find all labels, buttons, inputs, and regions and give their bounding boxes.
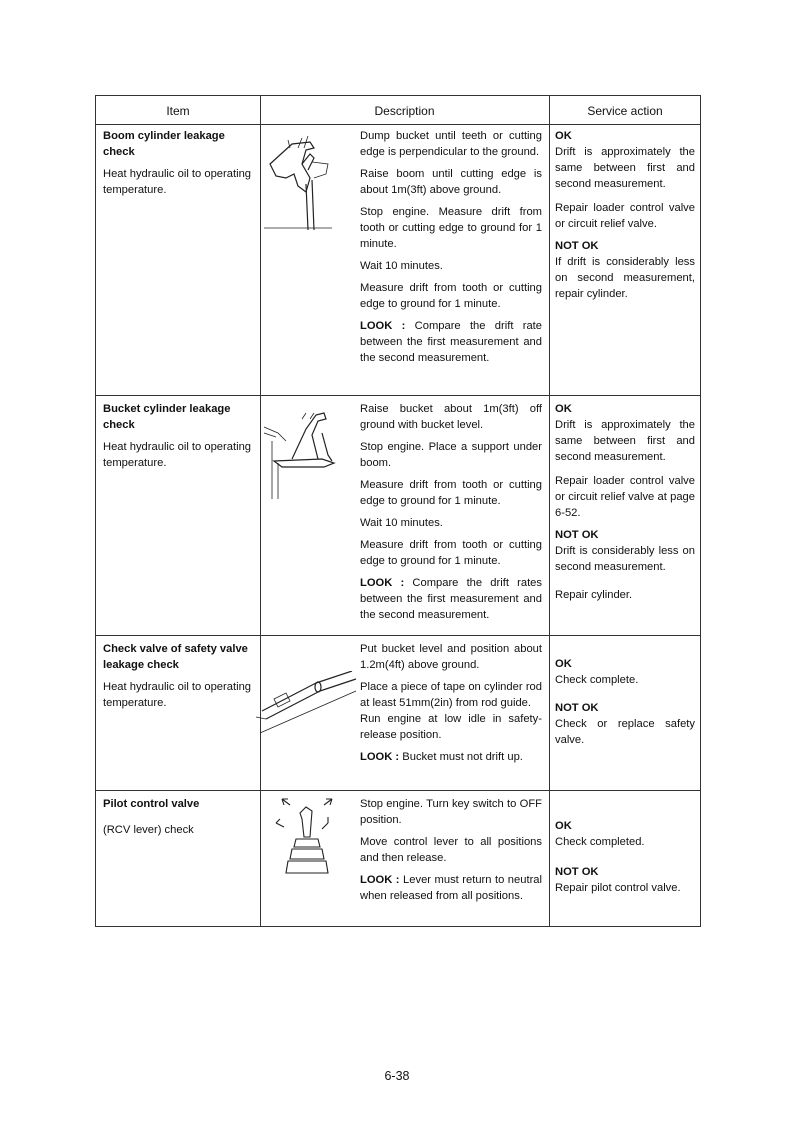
- notok-label: NOT OK: [555, 866, 599, 878]
- description-cell: [360, 796, 542, 910]
- look-text: Lever must return to neutral when released from all positions.: [360, 874, 543, 902]
- item-cell: [103, 128, 251, 204]
- page-number: 6-38: [384, 1069, 410, 1083]
- description-cell: [360, 641, 542, 771]
- header-description: Description: [374, 104, 435, 118]
- notok-label: NOT OK: [555, 529, 599, 541]
- joystick-illustration: [272, 793, 342, 883]
- item-title: Boom cylinder leakage check: [103, 130, 225, 158]
- ok-text: Check complete.: [555, 674, 639, 686]
- row-divider: [96, 790, 700, 791]
- description-step: Measure drift from tooth or cutting edge to ground for 1 minute.: [360, 479, 542, 507]
- ok-text: Drift is approximately the same between first and second measurement.: [555, 146, 695, 190]
- item-subtitle: Heat hydraulic oil to operating temperature.: [103, 441, 252, 469]
- ok-text: Check completed.: [555, 836, 645, 848]
- description-step: Stop engine. Place a support under boom.: [360, 441, 542, 469]
- ok-text: Drift is approximately the same between first and second measurement.: [555, 419, 695, 463]
- service-action-cell: [555, 656, 695, 754]
- description-cell: [360, 128, 542, 372]
- description-step: Move control lever to all positions and then release.: [360, 836, 542, 864]
- look-label: LOOK :: [360, 577, 405, 589]
- description-step: Place a piece of tape on cylinder rod at least 51mm(2in) from rod guide.: [360, 681, 542, 709]
- service-action-cell: [555, 128, 695, 308]
- look-label: LOOK :: [360, 320, 406, 332]
- bucket-illustration: [262, 411, 362, 501]
- description-step: Stop engine. Measure drift from tooth or cutting edge to ground for 1 minute.: [360, 206, 542, 250]
- ok-label: OK: [555, 820, 572, 832]
- service-table: [95, 95, 701, 927]
- description-step: Put bucket level and position about 1.2m(4ft) above ground.: [360, 643, 542, 671]
- column-divider: [260, 96, 261, 926]
- ok-action: Repair loader control valve or circuit relief valve at page 6-52.: [555, 475, 695, 519]
- item-subtitle: Heat hydraulic oil to operating temperature.: [103, 168, 252, 196]
- description-step: Raise boom until cutting edge is about 1m(3ft) above ground.: [360, 168, 542, 196]
- description-step: Stop engine. Turn key switch to OFF position.: [360, 798, 542, 826]
- notok-text: If drift is considerably less on second measurement, repair cylinder.: [555, 256, 695, 300]
- notok-text: Check or replace safety valve.: [555, 718, 695, 746]
- look-text: Compare the drift rate between the first measurement and the second measurement.: [360, 320, 543, 364]
- item-cell: [103, 641, 251, 717]
- service-action-cell: [555, 818, 695, 902]
- item-title: Bucket cylinder leakage check: [103, 403, 231, 431]
- ok-label: OK: [555, 658, 572, 670]
- item-cell: [103, 401, 251, 477]
- ok-action: Repair loader control valve or circuit relief valve.: [555, 202, 695, 230]
- description-step: Measure drift from tooth or cutting edge to ground for 1 minute.: [360, 539, 542, 567]
- ok-label: OK: [555, 130, 572, 142]
- notok-action: Repair cylinder.: [555, 589, 633, 601]
- ok-label: OK: [555, 403, 572, 415]
- description-step: Wait 10 minutes.: [360, 517, 443, 529]
- notok-text: Repair pilot control valve.: [555, 882, 681, 894]
- look-text: Bucket must not drift up.: [402, 751, 523, 763]
- description-step: Run engine at low idle in safety-release position.: [360, 713, 542, 741]
- look-label: LOOK :: [360, 874, 400, 886]
- item-cell: [103, 796, 251, 844]
- description-step: Wait 10 minutes.: [360, 260, 443, 272]
- cylinder-rod-illustration: [256, 671, 360, 751]
- notok-text: Drift is considerably less on second measurement.: [555, 545, 695, 573]
- boom-illustration: [262, 134, 362, 234]
- header-service-action: Service action: [587, 104, 663, 118]
- header-item: Item: [166, 104, 190, 118]
- row-divider: [96, 635, 700, 636]
- notok-label: NOT OK: [555, 240, 599, 252]
- description-step: Measure drift from tooth or cutting edge to ground for 1 minute.: [360, 282, 542, 310]
- look-text: Compare the drift rates between the first measurement and the second measurement.: [360, 577, 542, 621]
- item-title: Pilot control valve: [103, 798, 200, 810]
- item-title: Check valve of safety valve leakage check: [103, 643, 248, 671]
- description-cell: [360, 401, 542, 629]
- service-action-cell: [555, 401, 695, 609]
- item-subtitle: (RCV lever) check: [103, 824, 194, 836]
- description-step: Dump bucket until teeth or cutting edge is perpendicular to the ground.: [360, 130, 542, 158]
- column-divider: [549, 96, 550, 926]
- item-subtitle: Heat hydraulic oil to operating temperature.: [103, 681, 252, 709]
- look-label: LOOK :: [360, 751, 400, 763]
- row-divider: [96, 395, 700, 396]
- row-divider: [96, 124, 700, 125]
- description-step: Raise bucket about 1m(3ft) off ground with bucket level.: [360, 403, 542, 431]
- notok-label: NOT OK: [555, 702, 599, 714]
